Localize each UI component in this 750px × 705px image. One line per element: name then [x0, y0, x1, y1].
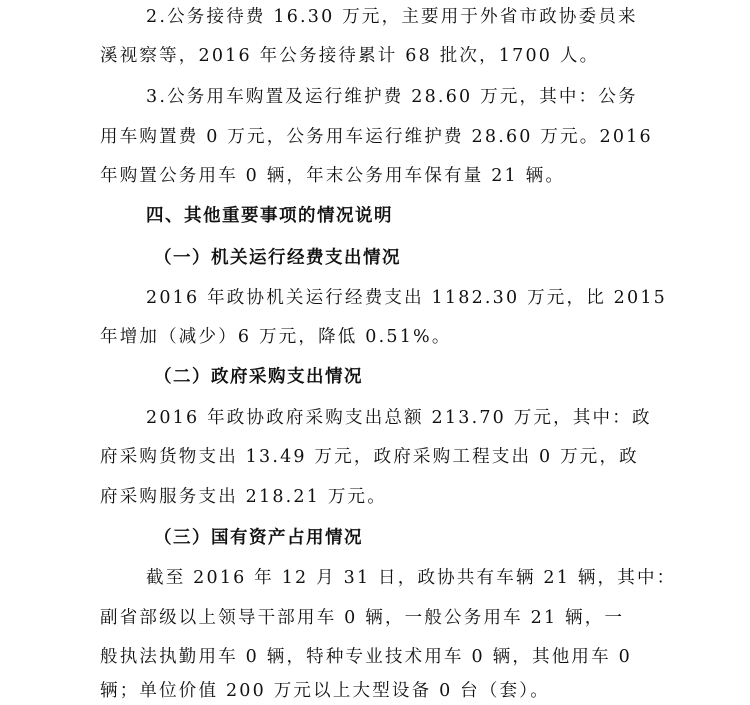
subsection-heading-3: （三）国有资产占用情况	[154, 528, 363, 548]
paragraph-assets-line-4: 辆；单位价值 200 万元以上大型设备 0 台（套）。	[100, 681, 550, 701]
paragraph-procurement-line-2: 府采购货物支出 13.49 万元，政府采购工程支出 0 万元，政	[100, 447, 639, 467]
paragraph-assets-line-1: 截至 2016 年 12 月 31 日，政协共有车辆 21 辆，其中：	[146, 568, 677, 588]
paragraph-vehicle-line-1: 3.公务用车购置及运行维护费 28.60 万元，其中：公务	[146, 87, 638, 107]
paragraph-assets-line-2: 副省部级以上领导干部用车 0 辆，一般公务用车 21 辆，一	[100, 608, 625, 628]
paragraph-assets-line-3: 般执法执勤用车 0 辆，特种专业技术用车 0 辆，其他用车 0	[100, 647, 632, 667]
paragraph-vehicle-line-2: 用车购置费 0 万元，公务用车运行维护费 28.60 万元。2016	[100, 127, 653, 147]
subsection-heading-1: （一）机关运行经费支出情况	[154, 248, 401, 268]
paragraph-operating-line-2: 年增加（减少）6 万元，降低 0.51%。	[100, 327, 452, 347]
subsection-heading-2: （二）政府采购支出情况	[154, 367, 363, 387]
paragraph-vehicle-line-3: 年购置公务用车 0 辆，年末公务用车保有量 21 辆。	[100, 166, 566, 186]
section-heading-4: 四、其他重要事项的情况说明	[146, 206, 393, 226]
paragraph-reception-line-1: 2.公务接待费 16.30 万元，主要用于外省市政协委员来	[146, 7, 638, 27]
paragraph-operating-line-1: 2016 年政协机关运行经费支出 1182.30 万元，比 2015	[146, 288, 667, 308]
paragraph-reception-line-2: 溪视察等，2016 年公务接待累计 68 批次，1700 人。	[100, 46, 600, 66]
paragraph-procurement-line-1: 2016 年政协政府采购支出总额 213.70 万元，其中：政	[146, 408, 652, 428]
paragraph-procurement-line-3: 府采购服务支出 218.21 万元。	[100, 487, 387, 507]
